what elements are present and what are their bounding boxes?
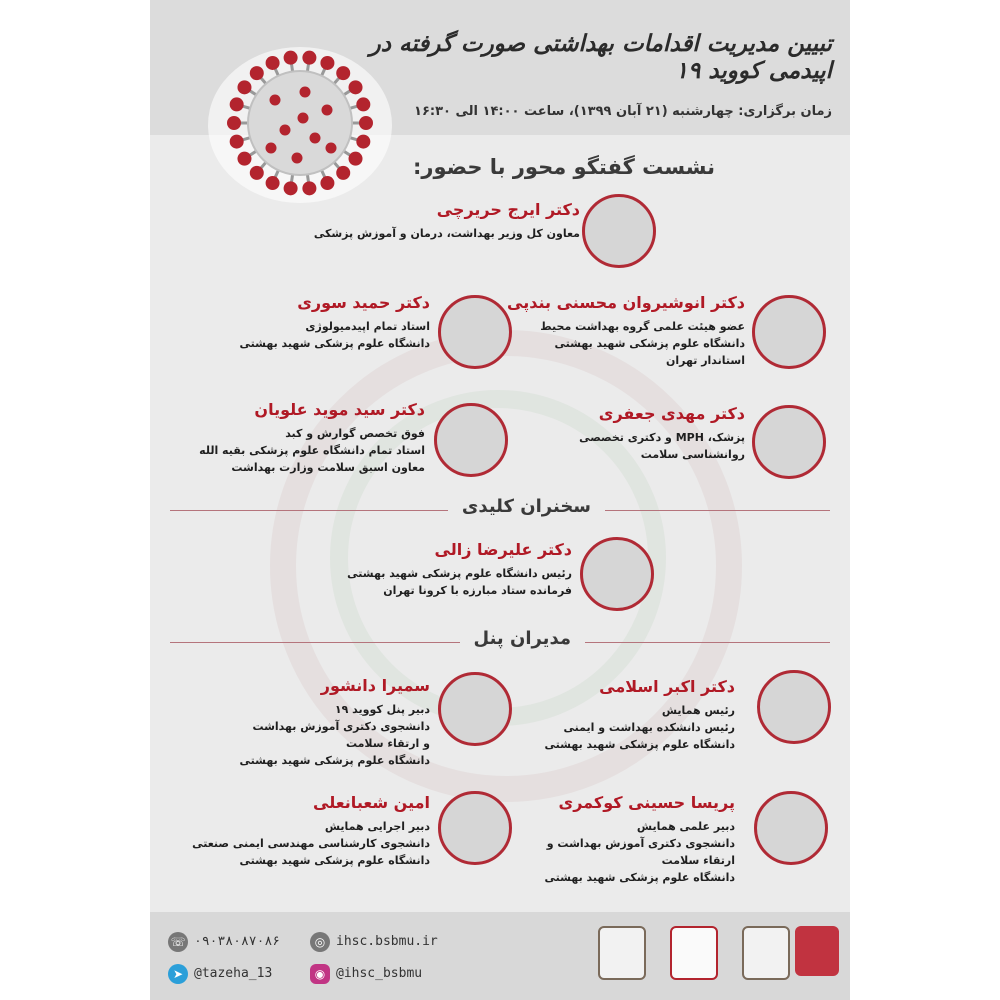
avatar — [752, 405, 826, 479]
coronavirus-icon — [205, 40, 395, 205]
avatar — [757, 670, 831, 744]
speaker-card — [545, 793, 736, 886]
speaker-role: دانشگاه علوم پزشکی شهید بهشتی — [239, 754, 430, 767]
speaker-name: دکتر ایرج حریرچی — [436, 200, 580, 219]
speaker-card — [314, 200, 580, 242]
speaker-role: دبیر علمی همایش — [636, 820, 735, 833]
speaker-name: امین شعبانعلی — [313, 793, 430, 812]
speaker-role: دانشجوی دکتری آموزش بهداشت و — [546, 837, 735, 850]
instagram-icon: ◉ — [310, 964, 330, 984]
avatar — [438, 672, 512, 746]
speaker-role: فوق تخصص گوارش و کبد — [285, 427, 425, 440]
speaker-name: دکتر سید موید علویان — [254, 400, 425, 419]
globe-icon: ◎ — [310, 932, 330, 952]
university-logo — [598, 926, 646, 980]
telegram-icon: ➤ — [168, 964, 188, 984]
speaker-role: دانشجوی کارشناسی مهندسی ایمنی صنعتی — [192, 837, 430, 850]
avatar — [438, 295, 512, 369]
speaker-role: معاون کل وزیر بهداشت، درمان و آموزش پزشکی — [313, 227, 580, 240]
section-keynote-title: سخنران کلیدی — [448, 496, 605, 517]
speaker-role: دبیر اجرایی همایش — [324, 820, 430, 833]
speaker-role: ارتقاء سلامت — [661, 854, 735, 867]
avatar — [752, 295, 826, 369]
avatar — [754, 791, 828, 865]
website-link[interactable]: ihsc.bsbmu.ir — [336, 934, 438, 949]
speaker-role: دانشجوی دکتری آموزش بهداشت — [252, 720, 430, 733]
telegram-handle[interactable]: @tazeha_13 — [194, 966, 273, 981]
university-logo — [742, 926, 790, 980]
speaker-role: استاد تمام دانشگاه علوم پزشکی بقیه الله — [199, 444, 425, 457]
speaker-role: دانشگاه علوم پزشکی شهید بهشتی — [544, 738, 735, 751]
speaker-name: دکتر علیرضا زالی — [434, 540, 572, 559]
section-panel-title: نشست گفتگو محور با حضور: — [412, 155, 715, 179]
phone-number: ۰۹۰۳۸۰۸۷۰۸۶ — [194, 934, 281, 949]
conference-logo — [670, 926, 718, 980]
speaker-name: سمیرا دانشور — [320, 676, 430, 695]
speaker-role: رئیس همایش — [661, 704, 735, 717]
speaker-name: دکتر مهدی جعفری — [598, 404, 745, 423]
faculty-logo — [795, 926, 839, 976]
speaker-name: دکتر اکبر اسلامی — [599, 677, 735, 696]
speaker-role: استاندار تهران — [665, 354, 745, 367]
speaker-card — [507, 293, 745, 369]
speaker-name: دکتر انوشیروان محسنی بندپی — [507, 293, 745, 312]
speaker-role: و ارتقاء سلامت — [345, 737, 430, 750]
event-time: زمان برگزاری: چهارشنبه (۲۱ آبان ۱۳۹۹)، ساعت ۱۴:۰۰ الی ۱۶:۳۰ — [414, 104, 832, 119]
speaker-role: رئیس دانشکده بهداشت و ایمنی — [563, 721, 735, 734]
instagram-handle[interactable]: @ihsc_bsbmu — [336, 966, 423, 981]
speaker-role: روانشناسی سلامت — [640, 448, 745, 461]
event-poster — [150, 0, 850, 1000]
avatar — [582, 194, 656, 268]
speaker-card — [545, 677, 736, 753]
speaker-card — [240, 293, 431, 352]
speaker-role: دانشگاه علوم پزشکی شهید بهشتی — [544, 871, 735, 884]
avatar — [580, 537, 654, 611]
speaker-role: عضو هیئت علمی گروه بهداشت محیط — [540, 320, 745, 333]
section-managers-title: مدیران پنل — [460, 628, 585, 649]
poster-title: تبیین مدیریت اقدامات بهداشتی صورت گرفته در اپیدمی کووید ۱۹ — [369, 30, 832, 84]
speaker-name: پریسا حسینی کوکمری — [558, 793, 735, 812]
avatar — [434, 403, 508, 477]
speaker-role: استاد تمام اپیدمیولوژی — [305, 320, 430, 333]
speaker-card — [192, 793, 430, 869]
avatar — [438, 791, 512, 865]
speaker-role: معاون اسبق سلامت وزارت بهداشت — [231, 461, 425, 474]
speaker-card — [199, 400, 425, 476]
speaker-role: رئیس دانشگاه علوم پزشکی شهید بهشتی — [347, 567, 572, 580]
speaker-role: دانشگاه علوم پزشکی شهید بهشتی — [239, 854, 430, 867]
speaker-role: دانشگاه علوم پزشکی شهید بهشتی — [239, 337, 430, 350]
speaker-role: پزشک، MPH و دکتری تخصصی — [579, 431, 745, 444]
speaker-card — [579, 404, 745, 463]
speaker-role: فرمانده ستاد مبارزه با کرونا تهران — [383, 584, 572, 597]
speaker-role: دانشگاه علوم پزشکی شهید بهشتی — [554, 337, 745, 350]
speaker-card — [240, 676, 431, 769]
speaker-card — [347, 540, 572, 599]
phone-icon: ☏ — [168, 932, 188, 952]
speaker-name: دکتر حمید سوری — [297, 293, 430, 312]
speaker-role: دبیر پنل کووید ۱۹ — [334, 703, 430, 716]
